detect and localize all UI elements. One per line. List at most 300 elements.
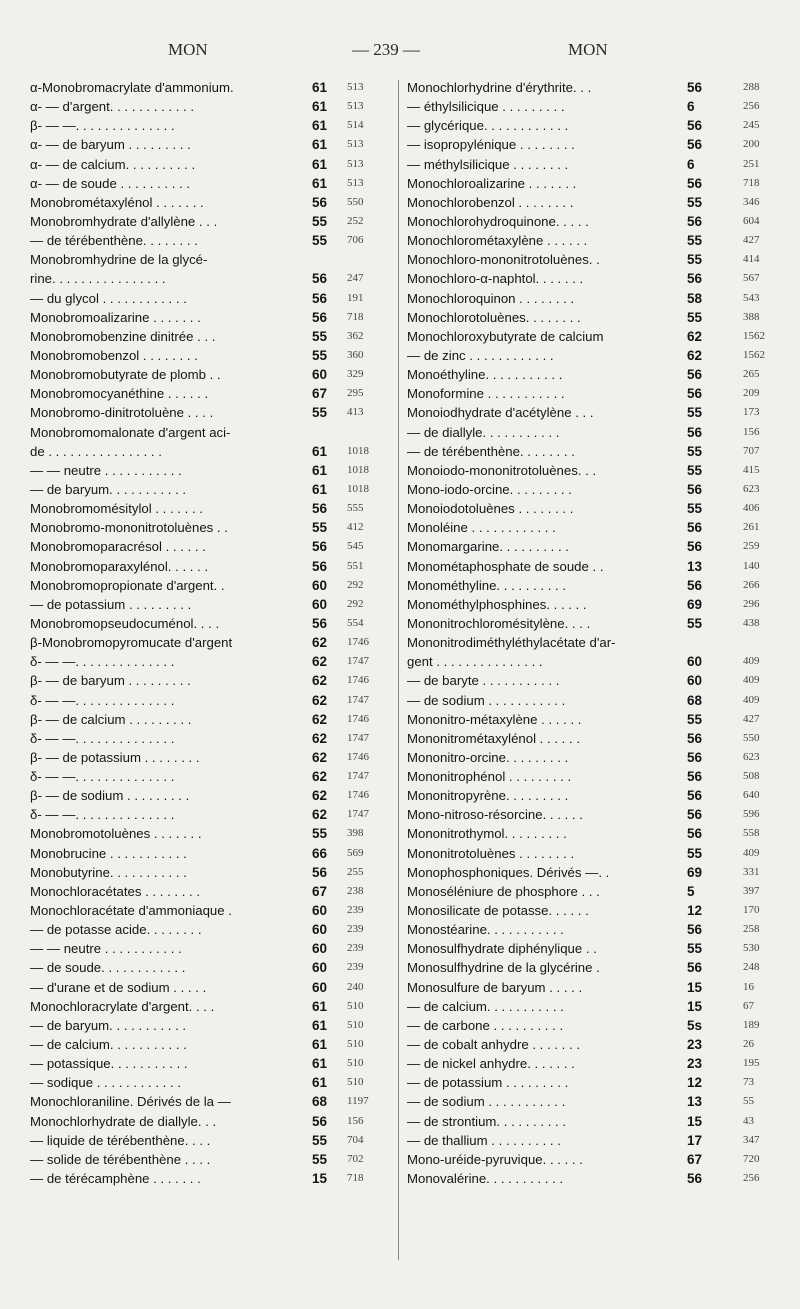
- entry-name: Monobromhydrate d'allylène . . .: [30, 213, 218, 229]
- page-reference: 295: [347, 387, 364, 400]
- volume-number: 61: [312, 481, 328, 497]
- volume-number: 67: [312, 883, 328, 899]
- page-reference: 362: [347, 329, 364, 342]
- entry-name: — — neutre . . . . . . . . . . .: [30, 941, 182, 957]
- volume-number: 60: [687, 673, 703, 689]
- entry-name: Mononitro-orcine. . . . . . . . .: [407, 749, 569, 765]
- header-left-word: MON: [168, 40, 208, 59]
- page-reference: 292: [347, 597, 364, 610]
- volume-number: 15: [687, 1113, 703, 1129]
- page-reference: 239: [347, 923, 364, 936]
- index-entry: [30, 901, 390, 920]
- entry-name: Monoiodhydrate d'acétylène . . .: [407, 405, 594, 421]
- page-reference: 530: [743, 942, 760, 955]
- index-entry: [407, 1016, 777, 1035]
- index-entry: [407, 269, 777, 288]
- volume-number: 61: [312, 156, 328, 172]
- entry-name: — de potassium . . . . . . . . .: [407, 1075, 569, 1091]
- index-entry: [407, 767, 777, 786]
- index-entry: [407, 423, 777, 442]
- index-entry: [30, 1054, 390, 1073]
- index-entry: [30, 557, 390, 576]
- entry-name: — — neutre . . . . . . . . . . .: [30, 462, 182, 478]
- volume-number: 56: [312, 290, 328, 306]
- volume-number: 69: [687, 596, 703, 612]
- entry-name: Monobromobenzol . . . . . . . .: [30, 347, 198, 363]
- page-reference: 239: [347, 961, 364, 974]
- volume-number: 23: [687, 1037, 703, 1053]
- entry-name: — de cobalt anhydre . . . . . . .: [407, 1037, 580, 1053]
- page-reference: 1747: [347, 770, 369, 783]
- page-header: [0, 40, 800, 64]
- entry-name: Mononitrométaxylénol . . . . . .: [407, 730, 580, 746]
- page-reference: 261: [743, 521, 760, 534]
- page-reference: 239: [347, 942, 364, 955]
- volume-number: 56: [312, 1113, 328, 1129]
- page-reference: 156: [347, 1114, 364, 1127]
- entry-name: Monobromopseudocuménol. . . .: [30, 615, 220, 631]
- page-reference: 1746: [347, 750, 369, 763]
- page-reference: 265: [743, 368, 760, 381]
- page-reference: 55: [743, 1095, 754, 1108]
- entry-name: Monométaphosphate de soude . .: [407, 558, 604, 574]
- page-reference: 1747: [347, 731, 369, 744]
- index-entry: [407, 997, 777, 1016]
- entry-name: Mono-iodo-orcine. . . . . . . . .: [407, 481, 572, 497]
- page-reference: 718: [347, 310, 364, 323]
- page-reference: 510: [347, 1076, 364, 1089]
- page-reference: 702: [347, 1152, 364, 1165]
- volume-number: 68: [687, 692, 703, 708]
- volume-number: 56: [687, 749, 703, 765]
- index-entry: [30, 480, 390, 499]
- entry-name: β- — —. . . . . . . . . . . . . .: [30, 118, 175, 134]
- entry-name: Monobrucine . . . . . . . . . . .: [30, 845, 187, 861]
- entry-name: — de baryum. . . . . . . . . . .: [30, 1017, 187, 1033]
- index-entry: [30, 997, 390, 1016]
- entry-name: — de sodium . . . . . . . . . . .: [407, 1094, 566, 1110]
- entry-name: Monobromobenzine dinitrée . . .: [30, 328, 216, 344]
- index-entry: [30, 193, 390, 212]
- right-index-column: [407, 78, 777, 1188]
- entry-name: Monoformine . . . . . . . . . . .: [407, 386, 565, 402]
- volume-number: 55: [687, 194, 703, 210]
- index-entry: [30, 174, 390, 193]
- entry-name: Monochloroalizarine . . . . . . .: [407, 175, 577, 191]
- volume-number: 55: [687, 615, 703, 631]
- entry-name: Mono-nitroso-résorcine. . . . . .: [407, 807, 583, 823]
- index-entry: [30, 882, 390, 901]
- entry-name: Monochlorobenzol . . . . . . . .: [407, 194, 574, 210]
- index-entry: [30, 308, 390, 327]
- page-reference: 329: [347, 368, 364, 381]
- index-entry: [30, 786, 390, 805]
- volume-number: 56: [687, 788, 703, 804]
- page-reference: 292: [347, 578, 364, 591]
- entry-name: Monovalérine. . . . . . . . . . .: [407, 1171, 564, 1187]
- volume-number: 55: [687, 309, 703, 325]
- page-reference: 555: [347, 502, 364, 515]
- entry-name: Monobromomalonate d'argent aci-: [30, 424, 231, 440]
- entry-name: Mononitrothymol. . . . . . . . .: [407, 826, 567, 842]
- volume-number: 56: [687, 271, 703, 287]
- index-entry: [407, 786, 777, 805]
- volume-number: 55: [312, 347, 328, 363]
- page-reference: 140: [743, 559, 760, 572]
- index-entry: [407, 78, 777, 97]
- page-reference: 360: [347, 348, 364, 361]
- entry-name: Monobromobutyrate de plomb . .: [30, 367, 221, 383]
- page-reference: 596: [743, 808, 760, 821]
- index-entry: [407, 250, 777, 269]
- entry-name: Monochlorométaxylène . . . . . .: [407, 233, 588, 249]
- volume-number: 56: [687, 577, 703, 593]
- volume-number: 67: [312, 386, 328, 402]
- index-entry: [30, 442, 390, 461]
- index-entry: [407, 461, 777, 480]
- page-reference: 239: [347, 904, 364, 917]
- page-reference: 73: [743, 1076, 754, 1089]
- entry-name: β- — de calcium . . . . . . . . .: [30, 711, 192, 727]
- page-reference: 331: [743, 865, 760, 878]
- volume-number: 60: [312, 960, 328, 976]
- page-reference: 26: [743, 1038, 754, 1051]
- index-entry: [30, 1169, 390, 1188]
- volume-number: 55: [687, 405, 703, 421]
- entry-name: — de térécamphène . . . . . . .: [30, 1171, 201, 1187]
- entry-name: Monochlorohydroquinone. . . . .: [407, 213, 589, 229]
- index-entry: [30, 1112, 390, 1131]
- page-reference: 545: [347, 540, 364, 553]
- entry-name: Mononitro-métaxylène . . . . . .: [407, 711, 582, 727]
- index-entry: [30, 499, 390, 518]
- page-reference: 1746: [347, 712, 369, 725]
- page-reference: 248: [743, 961, 760, 974]
- volume-number: 56: [687, 367, 703, 383]
- index-entry: [407, 633, 777, 652]
- index-entry: [407, 365, 777, 384]
- entry-name: — de térébenthène. . . . . . . .: [30, 233, 198, 249]
- page-reference: 1562: [743, 329, 765, 342]
- index-entry: [30, 461, 390, 480]
- entry-name: Monobromoalizarine . . . . . . .: [30, 309, 201, 325]
- entry-name: δ- — —. . . . . . . . . . . . . .: [30, 807, 175, 823]
- index-entry: [30, 155, 390, 174]
- entry-name: Monophosphoniques. Dérivés —. .: [407, 864, 610, 880]
- index-entry: [30, 1035, 390, 1054]
- volume-number: 56: [687, 960, 703, 976]
- entry-name: — de thallium . . . . . . . . . .: [407, 1132, 561, 1148]
- volume-number: 56: [312, 864, 328, 880]
- index-entry: [407, 1092, 777, 1111]
- entry-name: Monochloro-mononitrotoluènes. .: [407, 252, 600, 268]
- volume-number: 60: [312, 903, 328, 919]
- page-reference: 704: [347, 1133, 364, 1146]
- page-reference: 406: [743, 502, 760, 515]
- index-entry: [30, 824, 390, 843]
- page-reference: 510: [347, 1038, 364, 1051]
- entry-name: — de zinc . . . . . . . . . . . .: [407, 347, 554, 363]
- index-entry: [407, 863, 777, 882]
- page-reference: 388: [743, 310, 760, 323]
- volume-number: 56: [312, 539, 328, 555]
- volume-number: 62: [312, 807, 328, 823]
- index-entry: [30, 269, 390, 288]
- volume-number: 62: [687, 328, 703, 344]
- index-entry: [407, 1131, 777, 1150]
- index-entry: [407, 212, 777, 231]
- entry-name: Monochloraniline. Dérivés de la —: [30, 1094, 231, 1110]
- page-reference: 569: [347, 846, 364, 859]
- page-reference: 170: [743, 904, 760, 917]
- index-entry: [30, 250, 390, 269]
- entry-name: Monochloroquinon . . . . . . . .: [407, 290, 575, 306]
- volume-number: 56: [687, 424, 703, 440]
- page-reference: 256: [743, 1172, 760, 1185]
- volume-number: 6: [687, 99, 695, 115]
- volume-number: 17: [687, 1132, 703, 1148]
- entry-name: Monosulfure de baryum . . . . .: [407, 979, 583, 995]
- index-entry: [30, 652, 390, 671]
- index-entry: [407, 1169, 777, 1188]
- entry-name: Monobromocyanéthine . . . . . .: [30, 386, 209, 402]
- entry-name: α- — de baryum . . . . . . . . .: [30, 137, 191, 153]
- index-entry: [407, 499, 777, 518]
- entry-name: Monoéthyline. . . . . . . . . . .: [407, 367, 563, 383]
- index-entry: [30, 384, 390, 403]
- index-entry: [407, 729, 777, 748]
- volume-number: 68: [312, 1094, 328, 1110]
- volume-number: 55: [312, 1151, 328, 1167]
- index-entry: [30, 748, 390, 767]
- entry-name: Monobromotoluènes . . . . . . .: [30, 826, 202, 842]
- volume-number: 60: [312, 596, 328, 612]
- entry-name: Monobromo-mononitrotoluènes . .: [30, 520, 228, 536]
- page-reference: 413: [347, 406, 364, 419]
- index-entry: [407, 805, 777, 824]
- entry-name: Monobromoparacrésol . . . . . .: [30, 539, 206, 555]
- index-entry: [407, 958, 777, 977]
- page-reference: 266: [743, 578, 760, 591]
- page-reference: 252: [347, 214, 364, 227]
- volume-number: 56: [687, 175, 703, 191]
- entry-name: Mononitropyrène. . . . . . . . .: [407, 788, 569, 804]
- volume-number: 56: [687, 922, 703, 938]
- page-reference: 398: [347, 827, 364, 840]
- volume-number: 56: [687, 118, 703, 134]
- index-entry: [407, 1073, 777, 1092]
- entry-name: Monomargarine. . . . . . . . . .: [407, 539, 569, 555]
- volume-number: 55: [687, 252, 703, 268]
- page-reference: 173: [743, 406, 760, 419]
- entry-name: gent . . . . . . . . . . . . . . .: [407, 654, 543, 670]
- entry-name: Monobromoparaxylénol. . . . . .: [30, 558, 209, 574]
- page-reference: 238: [347, 884, 364, 897]
- index-entry: [407, 480, 777, 499]
- index-entry: [30, 231, 390, 250]
- volume-number: 56: [687, 520, 703, 536]
- page-reference: 397: [743, 884, 760, 897]
- volume-number: 56: [312, 615, 328, 631]
- page-reference: 513: [347, 176, 364, 189]
- index-entry: [407, 537, 777, 556]
- volume-number: 60: [312, 979, 328, 995]
- entry-name: Monoléine . . . . . . . . . . . .: [407, 520, 556, 536]
- index-entry: [407, 576, 777, 595]
- index-entry: [30, 710, 390, 729]
- page-reference: 554: [347, 616, 364, 629]
- index-entry: [407, 346, 777, 365]
- volume-number: 12: [687, 1075, 703, 1091]
- volume-number: 60: [312, 941, 328, 957]
- page-reference: 604: [743, 214, 760, 227]
- volume-number: 55: [687, 711, 703, 727]
- entry-name: Monométhylphosphines. . . . . .: [407, 596, 587, 612]
- page-reference: 1018: [347, 463, 369, 476]
- entry-name: α- — de calcium. . . . . . . . . .: [30, 156, 196, 172]
- page-reference: 718: [743, 176, 760, 189]
- entry-name: — isopropylénique . . . . . . . .: [407, 137, 575, 153]
- page-reference: 640: [743, 789, 760, 802]
- volume-number: 56: [687, 386, 703, 402]
- entry-name: α-Monobromacrylate d'ammonium.: [30, 80, 234, 95]
- page-reference: 209: [743, 387, 760, 400]
- entry-name: — de baryte . . . . . . . . . . .: [407, 673, 560, 689]
- volume-number: 61: [312, 998, 328, 1014]
- volume-number: 55: [312, 405, 328, 421]
- index-entry: [30, 537, 390, 556]
- page-reference: 1747: [347, 693, 369, 706]
- entry-name: — solide de térébenthène . . . .: [30, 1151, 211, 1167]
- index-entry: [30, 518, 390, 537]
- entry-name: — de térébenthène. . . . . . . .: [407, 443, 575, 459]
- entry-name: Mononitrophénol . . . . . . . . .: [407, 769, 572, 785]
- volume-number: 60: [312, 922, 328, 938]
- page-reference: 427: [743, 712, 760, 725]
- volume-number: 56: [687, 807, 703, 823]
- index-entry: [407, 939, 777, 958]
- page-reference: 409: [743, 655, 760, 668]
- volume-number: 56: [312, 309, 328, 325]
- index-entry: [30, 289, 390, 308]
- volume-number: 62: [312, 749, 328, 765]
- index-entry: [407, 1150, 777, 1169]
- entry-name: — d'urane et de sodium . . . . .: [30, 979, 207, 995]
- index-entry: [407, 231, 777, 250]
- index-entry: [407, 595, 777, 614]
- page-number: — 239 —: [352, 40, 420, 59]
- volume-number: 56: [687, 1171, 703, 1187]
- entry-name: — de carbone . . . . . . . . . .: [407, 1017, 564, 1033]
- index-entry: [407, 844, 777, 863]
- volume-number: 61: [312, 80, 328, 95]
- entry-name: — de sodium . . . . . . . . . . .: [407, 692, 566, 708]
- volume-number: 61: [312, 1056, 328, 1072]
- volume-number: 60: [687, 654, 703, 670]
- page-reference: 414: [743, 253, 760, 266]
- volume-number: 61: [312, 175, 328, 191]
- page-reference: 438: [743, 616, 760, 629]
- entry-name: Monométhyline. . . . . . . . . .: [407, 577, 567, 593]
- page-reference: 409: [743, 674, 760, 687]
- volume-number: 62: [312, 692, 328, 708]
- page-reference: 510: [347, 1057, 364, 1070]
- page-reference: 1746: [347, 674, 369, 687]
- volume-number: 15: [312, 1171, 328, 1187]
- volume-number: 56: [687, 213, 703, 229]
- index-entry: [30, 1150, 390, 1169]
- entry-name: — du glycol . . . . . . . . . . . .: [30, 290, 187, 306]
- index-entry: [30, 729, 390, 748]
- volume-number: 56: [312, 501, 328, 517]
- page-reference: 256: [743, 100, 760, 113]
- page-reference: 240: [347, 980, 364, 993]
- index-entry: [30, 920, 390, 939]
- entry-name: Monobromhydrine de la glycé-: [30, 252, 208, 268]
- index-entry: [407, 174, 777, 193]
- volume-number: 60: [312, 577, 328, 593]
- index-entry: [407, 1054, 777, 1073]
- index-entry: [407, 901, 777, 920]
- volume-number: 61: [312, 99, 328, 115]
- index-entry: [30, 212, 390, 231]
- volume-number: 62: [312, 635, 328, 651]
- index-entry: [407, 327, 777, 346]
- page-reference: 156: [743, 425, 760, 438]
- volume-number: 62: [312, 711, 328, 727]
- page-reference: 1746: [347, 789, 369, 802]
- entry-name: — de potassium . . . . . . . . .: [30, 596, 192, 612]
- index-entry: [30, 805, 390, 824]
- volume-number: 55: [312, 520, 328, 536]
- volume-number: 23: [687, 1056, 703, 1072]
- entry-name: Monochlorhydrine d'érythrite. . .: [407, 80, 592, 95]
- volume-number: 62: [312, 730, 328, 746]
- index-entry: [30, 691, 390, 710]
- page-reference: 510: [347, 1018, 364, 1031]
- volume-number: 56: [312, 271, 328, 287]
- volume-number: 56: [312, 194, 328, 210]
- entry-name: Monochlorotoluènes. . . . . . . .: [407, 309, 581, 325]
- index-entry: [30, 1073, 390, 1092]
- index-entry: [30, 327, 390, 346]
- volume-number: 6: [687, 156, 695, 172]
- entry-name: — éthylsilicique . . . . . . . . .: [407, 99, 565, 115]
- entry-name: α- — d'argent. . . . . . . . . . . .: [30, 99, 195, 115]
- volume-number: 56: [687, 769, 703, 785]
- entry-name: Monochloracétates . . . . . . . .: [30, 883, 201, 899]
- index-entry: [30, 576, 390, 595]
- index-entry: [30, 844, 390, 863]
- entry-name: — sodique . . . . . . . . . . . .: [30, 1075, 181, 1091]
- volume-number: 55: [687, 845, 703, 861]
- volume-number: 61: [312, 443, 328, 459]
- entry-name: Monobutyrine. . . . . . . . . . .: [30, 864, 187, 880]
- index-entry: [407, 920, 777, 939]
- entry-name: β-Monobromopyromucate d'argent: [30, 635, 233, 651]
- page-reference: 543: [743, 291, 760, 304]
- entry-name: de . . . . . . . . . . . . . . . .: [30, 443, 162, 459]
- volume-number: 56: [687, 80, 703, 95]
- page-reference: 296: [743, 597, 760, 610]
- page-reference: 255: [347, 865, 364, 878]
- page-reference: 409: [743, 693, 760, 706]
- page-reference: 510: [347, 999, 364, 1012]
- page-reference: 415: [743, 463, 760, 476]
- page-reference: 1562: [743, 348, 765, 361]
- index-entry: [30, 978, 390, 997]
- column-divider: [398, 80, 399, 1260]
